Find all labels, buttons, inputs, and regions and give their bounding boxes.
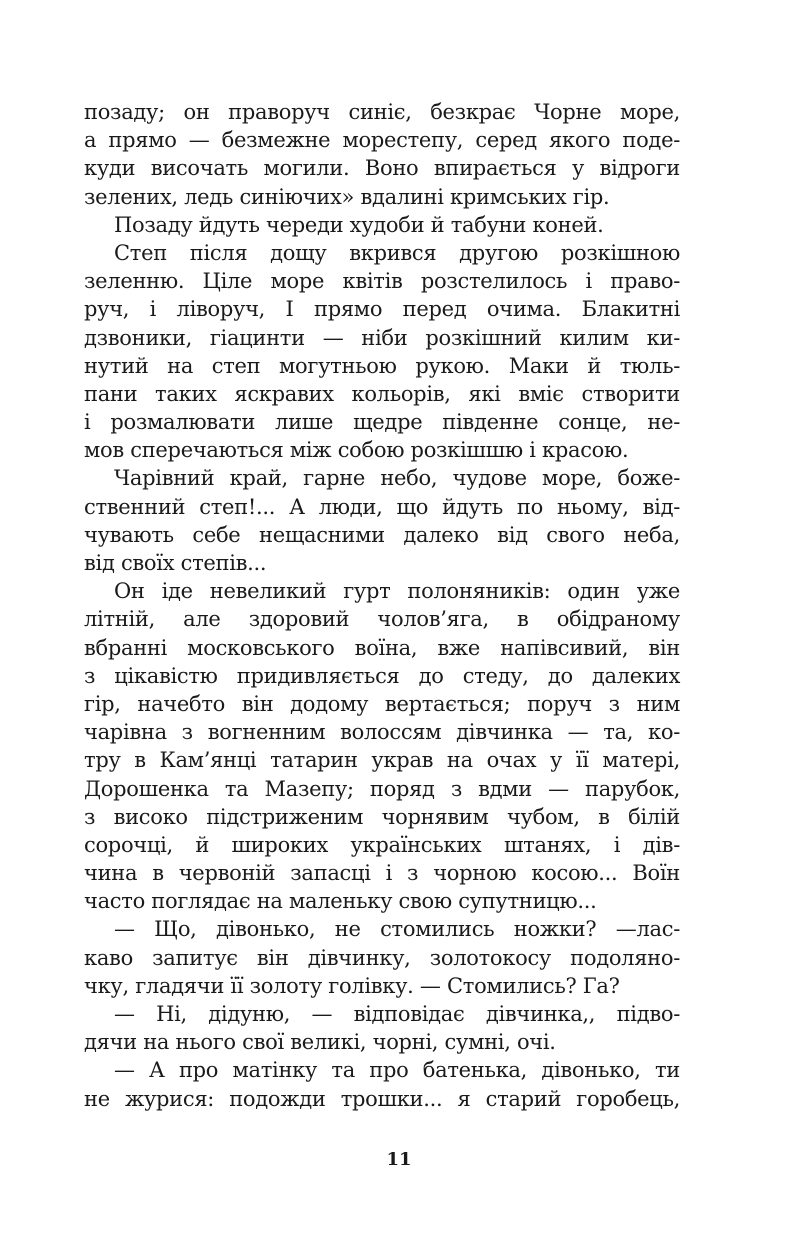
text-line: дячи на нього свої великі, чорні, сумні, очі. bbox=[84, 1030, 556, 1055]
text-line: вбранні московського воїна, вже напівсивий, він bbox=[84, 635, 680, 660]
text-line: — Що, дівонько, не стомились ножки? —лас- bbox=[114, 917, 680, 942]
text-line: з високо підстриженим чорнявим чубом, в білій bbox=[84, 804, 680, 829]
text-line: від своїх степів... bbox=[84, 551, 267, 575]
text-line: чина в червоній запасці і з чорною косою... Воїн bbox=[84, 861, 680, 886]
text-line: — Ні, дідуню, — відповідає дівчинка,, підво- bbox=[114, 1002, 680, 1026]
text-line: а прямо — безмежне морестепу, серед якого поде- bbox=[84, 128, 680, 153]
text-line: часто поглядає на маленьку свою супутницю... bbox=[84, 889, 597, 914]
text-line: з цікавістю придивляється до стеду, до далеких bbox=[84, 663, 680, 688]
text-line: ственний степ!... А люди, що йдуть по ньому, від- bbox=[84, 494, 680, 519]
text-line: і розмалювати лише щедре південне сонце, не- bbox=[84, 410, 680, 435]
text-line: нутий на степ могутньою рукою. Маки й тюль- bbox=[84, 353, 680, 378]
text-line: не журися: подожди трошки... я старий горобець, bbox=[84, 1086, 680, 1111]
text-line: гір, начебто він додому вертається; поруч з ним bbox=[84, 691, 680, 716]
text-line: зелених, ледь синіючих» вдалині кримських гір. bbox=[84, 184, 610, 209]
body-text bbox=[84, 98, 680, 1113]
text-line: Позаду йдуть череди худоби й табуни коней. bbox=[114, 212, 604, 237]
text-line: Дорошенка та Мазепу; поряд з вдми — парубок, bbox=[84, 776, 680, 801]
text-line: руч, і ліворуч, І прямо перед очима. Блакитні bbox=[84, 297, 680, 322]
text-line: чувають себе нещасними далеко від свого неба, bbox=[84, 522, 680, 547]
text-line: пани таких яскравих кольорів, які вміє створити bbox=[84, 381, 680, 406]
text-line: Чарівний край, гарне небо, чудове море, боже- bbox=[114, 466, 680, 491]
text-line: Он іде невеликий гурт полоняників: один уже bbox=[114, 579, 680, 604]
text-line: тру в Кам’янці татарин украв на очах у її матері, bbox=[84, 748, 680, 773]
text-line: сорочці, й широких українських штанях, і дів- bbox=[84, 832, 680, 857]
text-line: чку, гладячи її золоту голівку. — Стомились? Га? bbox=[84, 973, 620, 998]
text-line: позаду; он праворуч синіє, безкрає Чорне море, bbox=[84, 100, 680, 124]
text-line: каво запитує він дівчинку, золотокосу подоляно- bbox=[84, 945, 680, 970]
text-line: дзвоники, гіацинти — ніби розкішний килим ки- bbox=[84, 325, 680, 350]
text-line: мов сперечаються між собою розкішшю і красою. bbox=[84, 438, 629, 463]
text-line: Степ після дощу вкрився другою розкішною bbox=[114, 240, 680, 265]
text-line: — А про матінку та про батенька, дівонько, ти bbox=[114, 1058, 680, 1083]
text-line: зеленню. Ціле море квітів розстелилось і право- bbox=[84, 269, 680, 294]
text-line: куди височать могили. Воно впирається у відроги bbox=[84, 156, 680, 181]
text-line: літній, але здоровий чолов’яга, в обідраному bbox=[84, 607, 680, 632]
text-line: чарівна з вогненним волоссям дівчинка — та, ко- bbox=[84, 720, 680, 745]
page-number: 11 bbox=[386, 1149, 412, 1170]
